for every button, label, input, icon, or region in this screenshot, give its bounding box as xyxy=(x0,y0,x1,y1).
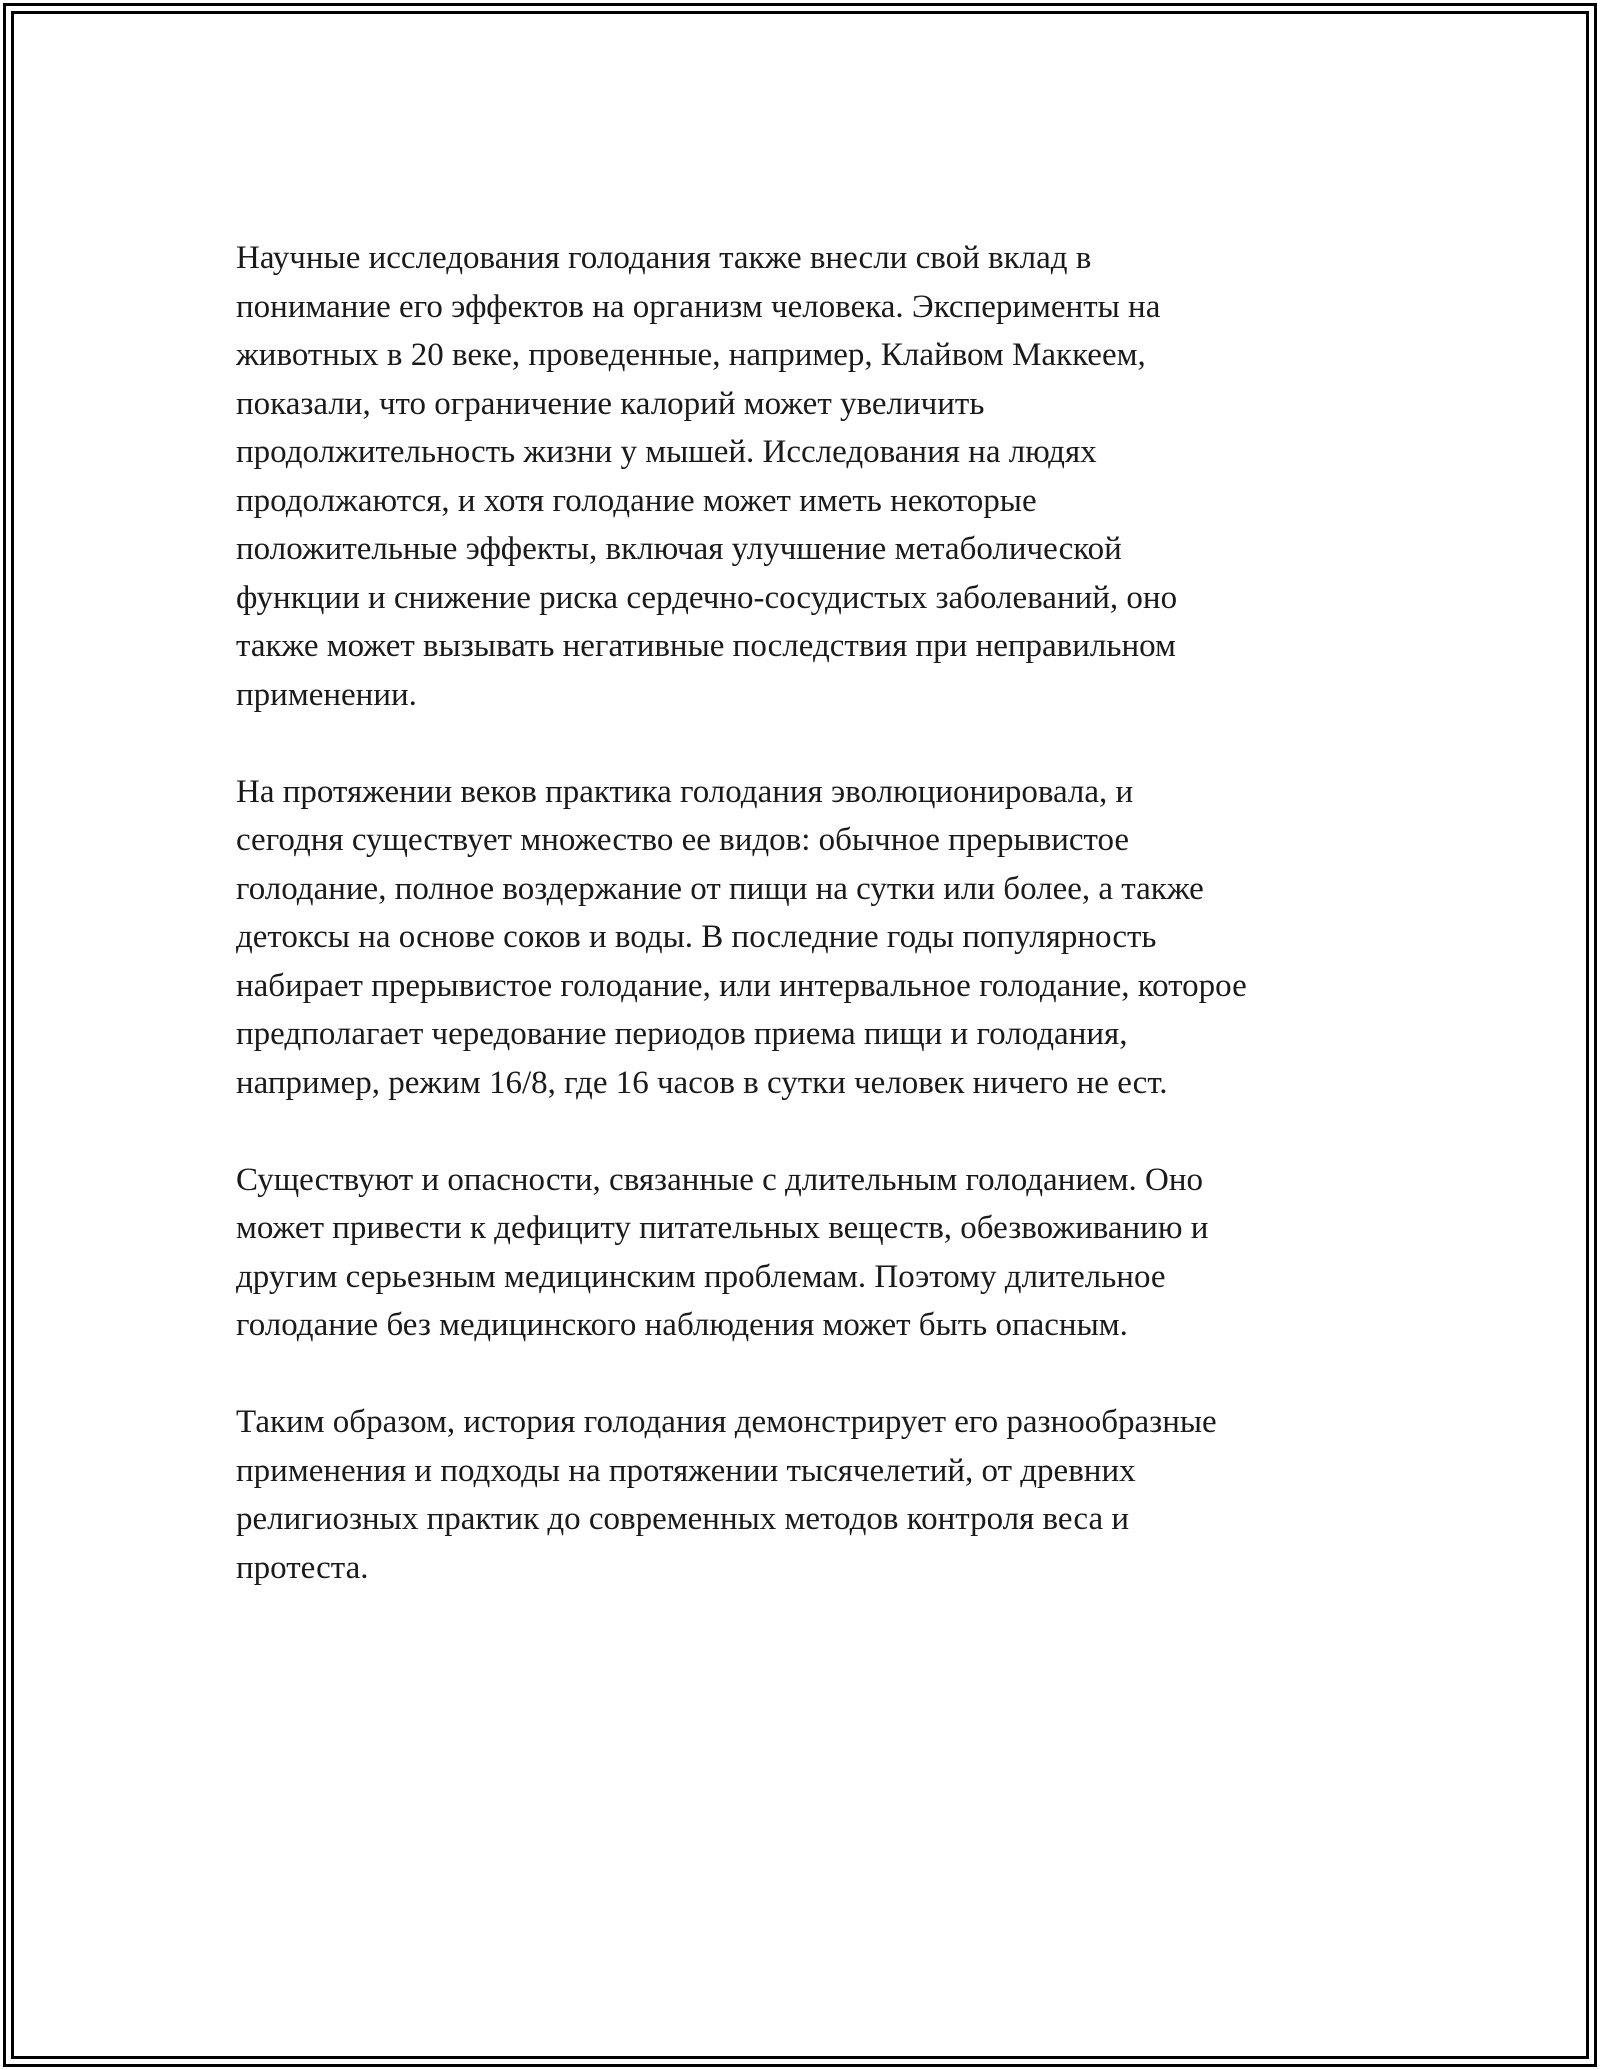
text-line: например, режим 16/8, где 16 часов в сутки человек ничего не ест. xyxy=(236,1064,1168,1101)
text-line: набирает прерывистое голодание, или интервальное голодание, которое xyxy=(236,967,1247,1004)
paragraph-practice xyxy=(236,768,1376,1108)
text-line: Существуют и опасности, связанные с длительным голоданием. Оно xyxy=(236,1161,1204,1198)
text-line: Научные исследования голодания также внесли свой вклад в xyxy=(236,240,1092,276)
text-line: Таким образом, история голодания демонстрирует его разнообразные xyxy=(236,1404,1217,1440)
text-line: применения и подходы на протяжении тысячелетий, от древних xyxy=(236,1452,1136,1489)
text-line: функции и снижение риска сердечно-сосудистых заболеваний, оно xyxy=(236,579,1178,616)
text-line: показали, что ограничение калорий может увеличить xyxy=(236,385,985,422)
text-line: может привести к дефициту питательных веществ, обезвоживанию и xyxy=(236,1210,1209,1246)
paragraph-dangers xyxy=(236,1156,1376,1350)
text-line: применении. xyxy=(236,676,417,713)
text-line: сегодня существует множество ее видов: обычное прерывистое xyxy=(236,822,1130,858)
text-line: На протяжении веков практика голодания эволюционировала, и xyxy=(236,773,1134,810)
document-body xyxy=(236,234,1376,1641)
text-line: протеста. xyxy=(236,1549,369,1586)
text-line: детоксы на основе соков и воды. В последние годы популярность xyxy=(236,919,1157,955)
paragraph-research xyxy=(236,234,1376,719)
text-line: животных в 20 веке, проведенные, например, Клайвом Маккеем, xyxy=(236,337,1146,373)
text-line: положительные эффекты, включая улучшение метаболической xyxy=(236,531,1122,567)
text-line: предполагает чередование периодов приема пищи и голодания, xyxy=(236,1016,1128,1052)
text-line: голодание без медицинского наблюдения может быть опасным. xyxy=(236,1307,1128,1343)
text-line: религиозных практик до современных методов контроля веса и xyxy=(236,1501,1129,1537)
text-line: продолжительность жизни у мышей. Исследования на людях xyxy=(236,434,1097,470)
text-line: понимание его эффектов на организм человека. Эксперименты на xyxy=(236,288,1161,325)
text-line: другим серьезным медицинским проблемам. Поэтому длительное xyxy=(236,1258,1166,1295)
text-line: также может вызывать негативные последствия при неправильном xyxy=(236,628,1176,664)
paragraph-conclusion xyxy=(236,1398,1376,1592)
text-line: продолжаются, и хотя голодание может иметь некоторые xyxy=(236,482,1037,519)
text-line: голодание, полное воздержание от пищи на сутки или более, а также xyxy=(236,870,1204,907)
